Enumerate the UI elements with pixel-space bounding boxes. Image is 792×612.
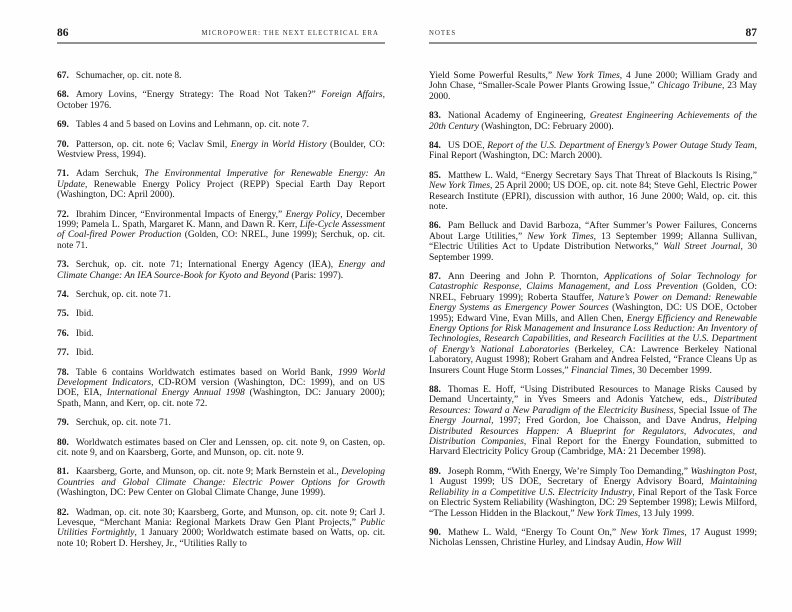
note-number: 89. <box>429 466 441 477</box>
note-84: 84. US DOE, Report of the U.S. Department of Energy’s Power Outage Study Team, Final Report (Washington, DC: March 2000). <box>429 140 757 162</box>
cited-title: New York Times <box>620 527 685 538</box>
note-70: 70. Patterson, op. cit. note 6; Vaclav Smil, Energy in World History (Boulder, CO: Westview Press, 1994). <box>57 139 385 160</box>
cited-title: Greatest Engineering Achievements of the 20th Century <box>429 111 757 132</box>
note-79: 79. Serchuk, op. cit. note 71. <box>57 418 171 429</box>
left-page-number: 86 <box>57 26 69 39</box>
cited-title: Report of the U.S. Department of Energy’s Power Outage Study Team <box>487 140 755 151</box>
note-81: 81. Kaarsberg, Gorte, and Munson, op. cit. note 9; Mark Bernstein et al., Developing Countries and Global Climate Change: Electric Power Options for Growth (Washington, DC: Pew Center on Global Climate Change, June 1999). <box>57 467 385 499</box>
note-71: 71. Adam Serchuk, The Environmental Imperative for Renewable Energy: An Update, Renewable Energy Policy Project (REPP) Special Earth Day Report (Washington, DC: April 2000). <box>57 169 385 201</box>
cited-title: Developing Countries and Global Climate Change: Electric Power Options for Growth <box>57 467 385 488</box>
note-77: 77. Ibid. <box>57 348 94 359</box>
note-72: 72. Ibrahim Dincer, “Environmental Impacts of Energy,” Energy Policy, December 1999; Pamela L. Spath, Margaret K. Mann, and Dawn R. Kerr, Life-Cycle Assessment of Coal-fired Power Production (Golden, CO: NREL, June 1999); Serchuk, op. cit. note 71. <box>57 209 386 251</box>
right-page-header <box>429 26 757 39</box>
note-69: 69. Tables 4 and 5 based on Lovins and Lehmann, op. cit. note 7. <box>57 120 309 131</box>
right-header-rule <box>429 42 757 44</box>
note-68: 68. Amory Lovins, “Energy Strategy: The Road Not Taken?” Foreign Affairs, October 1976. <box>57 90 385 111</box>
note-82: 82. Wadman, op. cit. note 30; Kaarsberg, Gorte, and Munson, op. cit. note 9; Carl J. Levesque, “Merchant Mania: Regional Markets Draw Gen Plant Projects,” Public Utilities Fortnightly, 1 January 2000; Worldwatch estimate based on Watts, op. cit. note 10; Robert D. Hershey, Jr., “Utilities Rally to <box>57 507 385 549</box>
note-number: 69. <box>57 120 69 131</box>
note-number: 85. <box>429 170 441 181</box>
note-number: 70. <box>57 139 69 150</box>
note-number: 74. <box>57 289 69 300</box>
note-number: 80. <box>57 437 69 448</box>
note-number: 73. <box>57 260 69 271</box>
note-number: 90. <box>429 527 441 538</box>
cited-title: New York Times <box>429 181 491 192</box>
note-number: 72. <box>57 209 69 220</box>
cited-title: New York Times <box>527 231 594 242</box>
left-page <box>57 26 385 549</box>
note-83: 83. National Academy of Engineering, Greatest Engineering Achievements of the 20th Century (Washington, DC: February 2000). <box>429 111 757 132</box>
note-number: 78. <box>57 367 69 378</box>
note-number: 75. <box>57 309 69 320</box>
note-89: 89. Joseph Romm, “With Energy, We’re Simply Too Demanding,” Washington Post, 1 August 1999; US DOE, Secretary of Energy Advisory Board, Maintaining Reliability in a Competitive U.S. Electricity Industry, Final Report of the Task Force on Electric System Reliability (Washington, DC: 29 September 1998); Lewis Milford, “The Lesson Hidden in the Blackout,” New York Times, 13 July 1999. <box>429 466 757 519</box>
cited-title: Chicago Tribune <box>657 81 722 92</box>
cited-title: Distributed Resources: Toward a New Paradigm of the Electricity Business <box>429 395 757 416</box>
left-header-rule <box>57 42 385 44</box>
note-76: 76. Ibid. <box>57 328 94 339</box>
cited-title: Energy and Climate Change: An IEA Source-Book for Kyoto and Beyond <box>57 260 385 281</box>
cited-title: The Environmental Imperative for Renewable Energy: An Update <box>57 169 385 190</box>
left-page-header <box>57 26 385 39</box>
note-number: 81. <box>57 467 69 478</box>
cited-title: Energy in World History <box>230 139 327 150</box>
left-notes-column <box>57 71 385 549</box>
right-running-head: NOTES <box>429 30 457 38</box>
cited-title: Nature’s Power on Demand: Renewable Energy Systems as Emergency Power Sources <box>429 292 757 314</box>
note-number: 76. <box>57 328 69 339</box>
left-running-head: MICROPOWER: THE NEXT ELECTRICAL ERA <box>201 30 379 38</box>
note-number: 84. <box>429 140 441 151</box>
note-continuation: Yield Some Powerful Results,” New York Times, 4 June 2000; William Grady and John Chase, “Smaller-Scale Power Plants Growing Issue,” Chicago Tribune, 23 May 2000. <box>429 70 758 102</box>
note-number: 71. <box>57 169 69 180</box>
cited-title: Financial Times <box>570 365 633 376</box>
note-number: 82. <box>57 507 69 518</box>
right-notes-column <box>429 71 757 549</box>
right-page <box>429 26 757 549</box>
note-87: 87. Ann Deering and John P. Thornton, Applications of Solar Technology for Catastrophic Response, Claims Management, and Loss Prevention (Golden, CO: NREL, February 1999); Roberta Stauffer, Nature’s Power on Demand: Renewable Energy Systems as Emergency Power Sources (Washington, DC: US DOE, October 1995); Edward Vine, Evan Mills, and Allen Chen, Energy Efficiency and Renewable Energy Options for Risk Management and Insurance Loss Reduction: An Inventory of Technologies, Research Capabilities, and Research Facilities at the U.S. Department of Energy’s National Laboratories (Berkeley, CA: Lawrence Berkeley National Laboratory, August 1998); Robert Graham and Andrea Felsted, “France Cleans Up as Insurers Count Huge Storm Losses,” Financial Times, 30 December 1999. <box>429 271 758 376</box>
note-80: 80. Worldwatch estimates based on Cler and Lenssen, op. cit. note 9, on Casten, op. cit. note 9, and on Kaarsberg, Gorte, and Munson, op. cit. note 9. <box>57 437 385 459</box>
cited-title: Energy Efficiency and Renewable Energy Options for Risk Management and Insurance Loss Reduction: An Inventory of Technologies, Research Capabilities, and Research Facilities at the U.S. Department of Energy’s National Laboratories <box>429 313 757 355</box>
cited-title: Washington Post <box>690 466 755 477</box>
cited-title: Energy Policy <box>285 209 341 220</box>
note-number: 83. <box>429 111 441 122</box>
cited-title: How Will <box>645 538 682 549</box>
note-number: 87. <box>429 271 441 282</box>
cited-title: New York Times <box>555 70 620 81</box>
note-73: 73. Serchuk, op. cit. note 71; International Energy Agency (IEA), Energy and Climate Change: An IEA Source-Book for Kyoto and Beyond (Paris: 1997). <box>57 260 385 281</box>
note-number: 77. <box>57 348 69 359</box>
cited-title: Helping Distributed Resources Happen: A Blueprint for Regulators, Advocates, and Distribution Companies <box>429 416 757 448</box>
note-85: 85. Matthew L. Wald, “Energy Secretary Says That Threat of Blackouts Is Rising,” New York Times, 25 April 2000; US DOE, op. cit. note 84; Steve Gehl, Electric Power Research Institute (EPRI), discussion with author, 16 June 2000; Wald, op. cit. this note. <box>429 170 757 212</box>
cited-title: Maintaining Reliability in a Competitive U.S. Electricity Industry <box>429 477 757 498</box>
note-88: 88. Thomas E. Hoff, “Using Distributed Resources to Manage Risks Caused by Demand Uncertainty,” in Yves Smeers and Adonis Yatchew, eds., Distributed Resources: Toward a New Paradigm of the Electricity Business, Special Issue of The Energy Journal, 1997; Fred Gordon, Joe Chaisson, and Dave Andrus, Helping Distributed Resources Happen: A Blueprint for Regulators, Advocates, and Distribution Companies, Final Report for the Energy Foundation, submitted to Harvard Electricity Policy Group (Cambridge, MA: 21 December 1998). <box>429 385 758 458</box>
cited-title: International Energy Annual 1998 <box>106 388 245 399</box>
note-number: 88. <box>429 385 441 396</box>
note-75: 75. Ibid. <box>57 309 94 320</box>
cited-title: 1999 World Development Indicators <box>57 367 385 389</box>
note-number: 67. <box>57 70 69 81</box>
cited-title: New York Times <box>577 508 638 519</box>
cited-title: Foreign Affairs <box>321 90 383 101</box>
note-86: 86. Pam Belluck and David Barboza, “After Summer’s Power Failures, Concerns About Large Utilities,” New York Times, 13 September 1999; Allanna Sullivan, “Electric Utilities Act to Update Distribution Networks,” Wall Street Journal, 30 September 1999. <box>429 221 758 263</box>
cited-title: Applications of Solar Technology for Catastrophic Response, Claims Management, and Loss Prevention <box>429 271 757 293</box>
cited-title: Wall Street Journal <box>662 242 741 253</box>
cited-title: Public Utilities Fortnightly <box>57 518 385 539</box>
note-number: 68. <box>57 90 69 101</box>
note-number: 86. <box>429 221 441 232</box>
note-number: 79. <box>57 418 69 429</box>
note-67: 67. Schumacher, op. cit. note 8. <box>57 70 182 81</box>
note-78: 78. Table 6 contains Worldwatch estimates based on World Bank, 1999 World Development Indicators, CD-ROM version (Washington, DC: 1999), and on US DOE, EIA, International Energy Annual 1998 (Washington, DC: January 2000); Spath, Mann, and Kerr, op. cit. note 72. <box>57 367 385 409</box>
right-page-number: 87 <box>745 26 757 39</box>
cited-title: The Energy Journal <box>429 405 757 427</box>
note-74: 74. Serchuk, op. cit. note 71. <box>57 289 171 300</box>
note-90: 90. Mathew L. Wald, “Energy To Count On,” New York Times, 17 August 1999; Nicholas Lenssen, Christine Hurley, and Lindsay Audin, How Will <box>429 527 758 549</box>
cited-title: Life-Cycle Assessment of Coal-fired Power Production <box>57 219 386 241</box>
